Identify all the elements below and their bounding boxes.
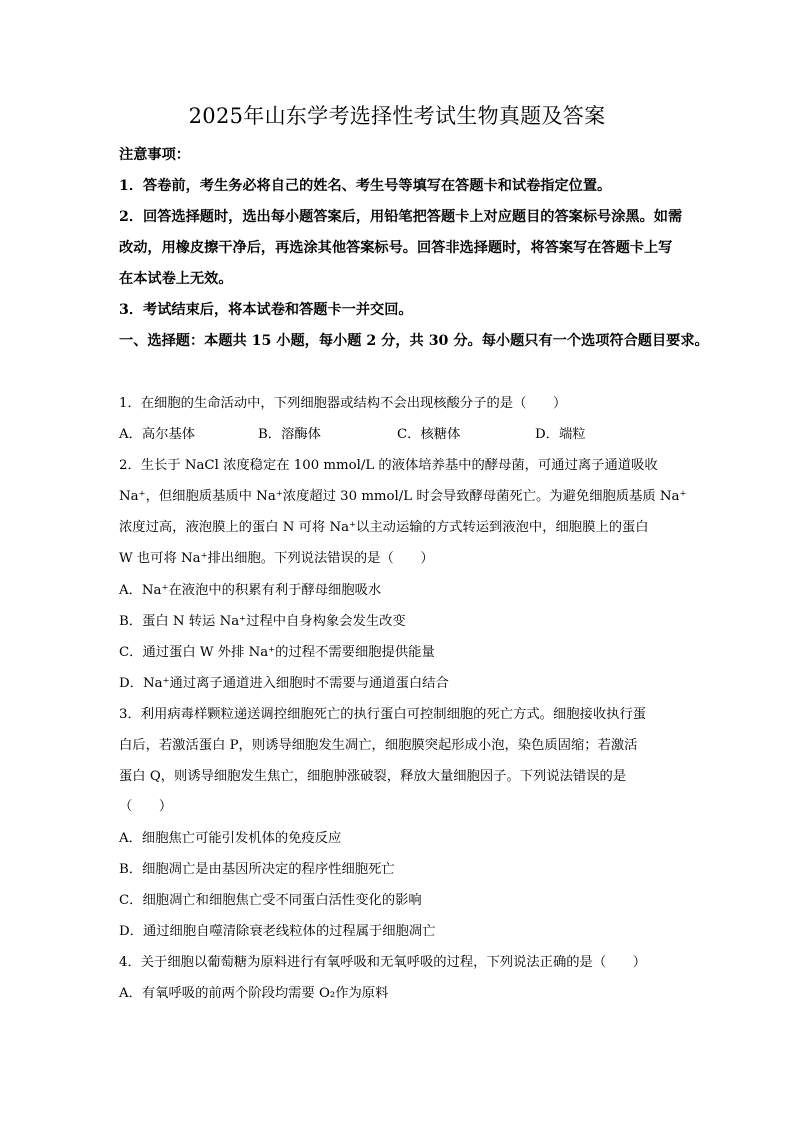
question-2-option-c: C．通过蛋白 W 外排 Na⁺的过程不需要细胞提供能量 — [119, 645, 435, 660]
question-3-line-4: （ ） — [119, 799, 173, 814]
notice-item-3: 3．考试结束后，将本试卷和答题卡一并交回。 — [119, 302, 413, 318]
question-3-line-2: 白后，若激活蛋白 P，则诱导细胞发生凋亡，细胞膜突起形成小泡，染色质固缩；若激活 — [119, 738, 638, 753]
question-2-line-3: 浓度过高，液泡膜上的蛋白 N 可将 Na⁺以主动运输的方式转运到液泡中，细胞膜上的蛋白 — [119, 520, 649, 535]
question-1-option-c: C．核糖体 — [397, 427, 461, 442]
question-3-option-d: D．通过细胞自噬清除衰老线粒体的过程属于细胞凋亡 — [119, 924, 436, 939]
notice-item-2-line-3: 在本试卷上无效。 — [119, 271, 233, 287]
notice-item-1: 1．答卷前，考生务必将自己的姓名、考生号等填写在答题卡和试卷指定位置。 — [119, 178, 612, 194]
question-1-stem: 1．在细胞的生命活动中，下列细胞器或结构不会出现核酸分子的是（ ） — [119, 396, 567, 411]
question-2-line-4: W 也可将 Na⁺排出细胞。下列说法错误的是（ ） — [119, 551, 434, 566]
question-2-option-a: A．Na⁺在液泡中的积累有利于酵母细胞吸水 — [119, 583, 382, 598]
question-3-option-b: B．细胞凋亡是由基因所决定的程序性细胞死亡 — [119, 862, 395, 877]
page-title: 2025年山东学考选择性考试生物真题及答案 — [188, 104, 606, 128]
question-3-line-3: 蛋白 Q，则诱导细胞发生焦亡，细胞肿涨破裂，释放大量细胞因子。下列说法错误的是 — [119, 769, 627, 784]
question-1-option-b: B．溶酶体 — [258, 427, 321, 442]
question-2-line-2: Na⁺，但细胞质基质中 Na⁺浓度超过 30 mmol/L 时会导致酵母菌死亡。为避免细胞质基质 Na⁺ — [119, 489, 687, 504]
question-3-option-c: C．细胞凋亡和细胞焦亡受不同蛋白活性变化的影响 — [119, 893, 422, 908]
question-1-option-a: A．高尔基体 — [119, 427, 196, 442]
notice-item-2-line-1: 2．回答选择题时，选出每小题答案后，用铅笔把答题卡上对应题目的答案标号涂黑。如需 — [119, 209, 683, 225]
question-3-option-a: A．细胞焦亡可能引发机体的免疫反应 — [119, 831, 342, 846]
section-1-heading: 一、选择题：本题共 15 小题，每小题 2 分，共 30 分。每小题只有一个选项符合题目要求。 — [119, 333, 709, 349]
notice-item-2-line-2: 改动，用橡皮擦干净后，再选涂其他答案标号。回答非选择题时，将答案写在答题卡上写 — [119, 240, 673, 256]
question-2-option-d: D．Na⁺通过离子通道进入细胞时不需要与通道蛋白结合 — [119, 676, 449, 691]
question-4-option-a: A．有氧呼吸的前两个阶段均需要 O₂作为原料 — [119, 986, 389, 1001]
notice-heading: 注意事项： — [119, 147, 190, 163]
question-3-line-1: 3．利用病毒样颗粒递送调控细胞死亡的执行蛋白可控制细胞的死亡方式。细胞接收执行蛋 — [119, 707, 647, 722]
question-2-option-b: B．蛋白 N 转运 Na⁺过程中自身构象会发生改变 — [119, 614, 406, 629]
question-4-line-1: 4．关于细胞以葡萄糖为原料进行有氧呼吸和无氧呼吸的过程，下列说法正确的是（ ） — [119, 955, 647, 970]
question-2-line-1: 2．生长于 NaCl 浓度稳定在 100 mmol/L 的液体培养基中的酵母菌，可通过离子通道吸收 — [119, 458, 658, 473]
question-1-option-d: D．端粒 — [535, 427, 586, 442]
